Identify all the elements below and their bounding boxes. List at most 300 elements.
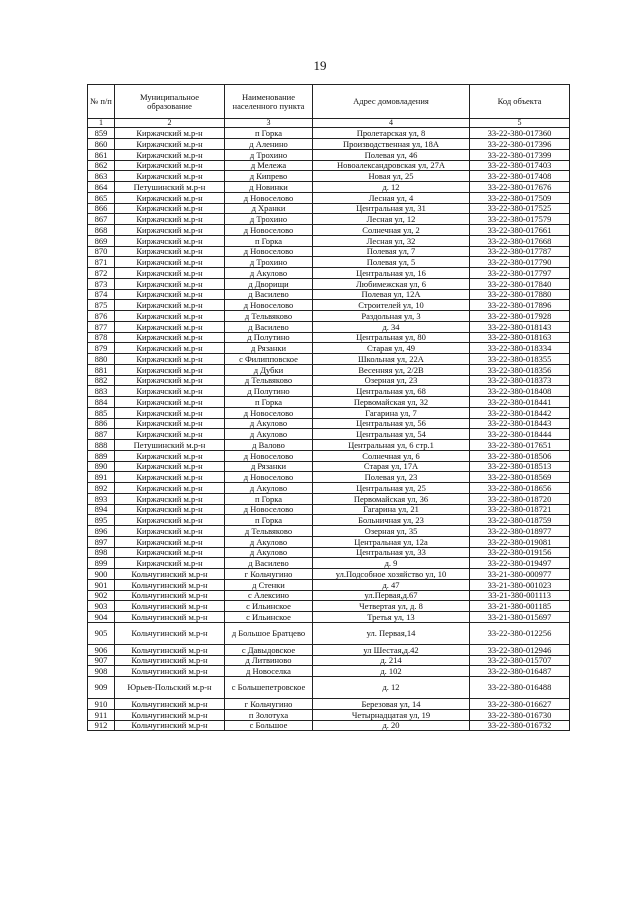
object-code-cell: 33-22-380-017509: [470, 192, 570, 203]
object-code-cell: 33-22-380-012946: [470, 644, 570, 655]
object-code-cell: 33-22-380-018513: [470, 461, 570, 472]
row-number: 877: [88, 321, 115, 332]
municipality-cell: Кольчугинский м.р-н: [115, 699, 225, 710]
address-cell: Центральная ул, 25: [313, 483, 470, 494]
table-row: [88, 677, 570, 699]
table-row: [88, 343, 570, 354]
row-number: 898: [88, 547, 115, 558]
table-row: [88, 579, 570, 590]
row-number: 859: [88, 128, 115, 139]
row-number: 886: [88, 418, 115, 429]
municipality-cell: Киржачский м.р-н: [115, 128, 225, 139]
municipality-cell: Петушинский м.р-н: [115, 182, 225, 193]
table-row: [88, 720, 570, 731]
table-row: [88, 590, 570, 601]
settlement-cell: д Дворищи: [225, 278, 313, 289]
address-cell: Центральная ул, 33: [313, 547, 470, 558]
address-cell: Полевая ул, 23: [313, 472, 470, 483]
object-code-cell: 33-22-380-018356: [470, 364, 570, 375]
table-row: [88, 160, 570, 171]
municipality-cell: Киржачский м.р-н: [115, 386, 225, 397]
address-cell: д. 102: [313, 666, 470, 677]
address-cell: Солнечная ул, 6: [313, 450, 470, 461]
table-row: [88, 149, 570, 160]
row-number: 910: [88, 699, 115, 710]
object-code-cell: 33-22-380-018143: [470, 321, 570, 332]
settlement-cell: д Новоселово: [225, 407, 313, 418]
settlement-cell: д Акулово: [225, 418, 313, 429]
row-number: 897: [88, 536, 115, 547]
object-code-cell: 33-22-380-018721: [470, 504, 570, 515]
table-row: [88, 386, 570, 397]
object-code-cell: 33-22-380-017651: [470, 440, 570, 451]
municipality-cell: Кольчугинский м.р-н: [115, 666, 225, 677]
row-number: 908: [88, 666, 115, 677]
page-number: 19: [313, 58, 327, 73]
object-code-cell: 33-22-380-012256: [470, 622, 570, 644]
settlement-cell: д Новоселово: [225, 504, 313, 515]
settlement-cell: д Тельвяково: [225, 526, 313, 537]
address-cell: Солнечная ул, 2: [313, 225, 470, 236]
header-settlement: Наименование населенного пункта: [225, 85, 313, 119]
address-cell: Новая ул, 25: [313, 171, 470, 182]
municipality-cell: Петушинский м.р-н: [115, 440, 225, 451]
address-cell: д. 214: [313, 655, 470, 666]
object-code-cell: 33-22-380-017525: [470, 203, 570, 214]
object-code-cell: 33-22-380-018444: [470, 429, 570, 440]
address-cell: Больничная ул, 23: [313, 515, 470, 526]
settlement-cell: с Ильинское: [225, 612, 313, 623]
settlement-cell: д Акулово: [225, 536, 313, 547]
row-number: 911: [88, 709, 115, 720]
row-number: 866: [88, 203, 115, 214]
address-cell: Лесная ул, 32: [313, 235, 470, 246]
settlement-cell: д Новоселово: [225, 300, 313, 311]
object-code-cell: 33-21-380-001023: [470, 579, 570, 590]
row-number: 882: [88, 375, 115, 386]
settlement-cell: д Мележа: [225, 160, 313, 171]
settlement-cell: с Ильинское: [225, 601, 313, 612]
object-code-cell: 33-22-380-017676: [470, 182, 570, 193]
table-row: [88, 203, 570, 214]
address-cell: Строителей ул, 10: [313, 300, 470, 311]
row-number: 894: [88, 504, 115, 515]
object-code-cell: 33-22-380-018334: [470, 343, 570, 354]
object-code-cell: 33-22-380-018441: [470, 397, 570, 408]
header-number: № п/п: [88, 85, 115, 119]
settlement-cell: д Полутино: [225, 332, 313, 343]
municipality-cell: Кольчугинский м.р-н: [115, 622, 225, 644]
row-number: 871: [88, 257, 115, 268]
municipality-cell: Кольчугинский м.р-н: [115, 579, 225, 590]
table-row: [88, 569, 570, 580]
address-cell: ул.Первая,д.67: [313, 590, 470, 601]
row-number: 899: [88, 558, 115, 569]
municipality-cell: Кольчугинский м.р-н: [115, 709, 225, 720]
municipality-cell: Киржачский м.р-н: [115, 429, 225, 440]
table-row: [88, 139, 570, 150]
address-cell: Старая ул, 49: [313, 343, 470, 354]
object-code-cell: 33-22-380-017579: [470, 214, 570, 225]
object-code-cell: 33-22-380-016732: [470, 720, 570, 731]
address-cell: ул Шестая,д.42: [313, 644, 470, 655]
address-cell: Центральная ул, 80: [313, 332, 470, 343]
object-code-cell: 33-21-380-001185: [470, 601, 570, 612]
settlement-cell: с Большое: [225, 720, 313, 731]
table-row: [88, 321, 570, 332]
municipality-cell: Киржачский м.р-н: [115, 515, 225, 526]
table-row: [88, 397, 570, 408]
municipality-cell: Киржачский м.р-н: [115, 321, 225, 332]
address-cell: Центральная ул, 56: [313, 418, 470, 429]
object-code-cell: 33-22-380-017797: [470, 268, 570, 279]
row-number: 875: [88, 300, 115, 311]
row-number: 860: [88, 139, 115, 150]
address-cell: Пролетарская ул, 8: [313, 128, 470, 139]
table-row: [88, 332, 570, 343]
settlement-cell: д Акулово: [225, 483, 313, 494]
address-cell: Центральная ул, 16: [313, 268, 470, 279]
object-code-cell: 33-22-380-017840: [470, 278, 570, 289]
municipality-cell: Киржачский м.р-н: [115, 547, 225, 558]
settlement-cell: д Новоселка: [225, 666, 313, 677]
object-code-cell: 33-22-380-018373: [470, 375, 570, 386]
object-code-cell: 33-21-380-000977: [470, 569, 570, 580]
municipality-cell: Киржачский м.р-н: [115, 160, 225, 171]
municipality-cell: Кольчугинский м.р-н: [115, 612, 225, 623]
row-number: 907: [88, 655, 115, 666]
table-row: [88, 644, 570, 655]
object-code-cell: 33-22-380-016730: [470, 709, 570, 720]
municipality-cell: Киржачский м.р-н: [115, 278, 225, 289]
object-code-cell: 33-22-380-018355: [470, 354, 570, 365]
table-row: [88, 440, 570, 451]
municipality-cell: Киржачский м.р-н: [115, 203, 225, 214]
row-number: 904: [88, 612, 115, 623]
municipality-cell: Кольчугинский м.р-н: [115, 720, 225, 731]
municipality-cell: Киржачский м.р-н: [115, 268, 225, 279]
object-code-cell: 33-21-380-001113: [470, 590, 570, 601]
municipality-cell: Кольчугинский м.р-н: [115, 601, 225, 612]
table-row: [88, 504, 570, 515]
table-row: [88, 461, 570, 472]
object-code-cell: 33-22-380-017399: [470, 149, 570, 160]
object-code-cell: 33-22-380-018759: [470, 515, 570, 526]
object-code-cell: 33-22-380-017360: [470, 128, 570, 139]
row-number: 900: [88, 569, 115, 580]
table-row: [88, 257, 570, 268]
municipality-cell: Киржачский м.р-н: [115, 225, 225, 236]
address-cell: Центральная ул, 6 стр.1: [313, 440, 470, 451]
object-code-cell: 33-22-380-017787: [470, 246, 570, 257]
municipality-cell: Киржачский м.р-н: [115, 139, 225, 150]
municipality-cell: Киржачский м.р-н: [115, 397, 225, 408]
address-cell: Центральная ул, 31: [313, 203, 470, 214]
object-code-cell: 33-22-380-017896: [470, 300, 570, 311]
address-cell: д. 47: [313, 579, 470, 590]
row-number: 879: [88, 343, 115, 354]
municipality-cell: Киржачский м.р-н: [115, 418, 225, 429]
table-row: [88, 407, 570, 418]
table-row: [88, 235, 570, 246]
table-row: [88, 354, 570, 365]
municipality-cell: Киржачский м.р-н: [115, 214, 225, 225]
row-number: 903: [88, 601, 115, 612]
table-row: [88, 526, 570, 537]
object-code-cell: 33-22-380-018408: [470, 386, 570, 397]
header-object-code: Код объекта: [470, 85, 570, 119]
object-code-cell: 33-22-380-018163: [470, 332, 570, 343]
address-cell: Полевая ул, 12А: [313, 289, 470, 300]
municipality-cell: Киржачский м.р-н: [115, 461, 225, 472]
municipality-cell: Киржачский м.р-н: [115, 311, 225, 322]
address-cell: д. 12: [313, 182, 470, 193]
column-number: 3: [225, 119, 313, 128]
object-code-cell: 33-22-380-018720: [470, 493, 570, 504]
row-number: 891: [88, 472, 115, 483]
settlement-cell: д Акулово: [225, 429, 313, 440]
row-number: 883: [88, 386, 115, 397]
municipality-cell: Киржачский м.р-н: [115, 407, 225, 418]
settlement-cell: д Литвиново: [225, 655, 313, 666]
table-row: [88, 709, 570, 720]
municipality-cell: Киржачский м.р-н: [115, 450, 225, 461]
table-row: [88, 300, 570, 311]
address-cell: д. 9: [313, 558, 470, 569]
table-row: [88, 192, 570, 203]
settlement-cell: с Давыдовское: [225, 644, 313, 655]
municipality-cell: Кольчугинский м.р-н: [115, 590, 225, 601]
table-row: [88, 536, 570, 547]
table-header: [88, 85, 570, 128]
row-number: 909: [88, 677, 115, 699]
settlement-cell: п Золотуха: [225, 709, 313, 720]
settlement-cell: г Кольчугино: [225, 569, 313, 580]
settlement-cell: д Стенки: [225, 579, 313, 590]
address-cell: Новоалександровская ул, 27А: [313, 160, 470, 171]
table-row: [88, 171, 570, 182]
settlement-cell: д Трохино: [225, 214, 313, 225]
settlement-cell: д Рязанки: [225, 343, 313, 354]
municipality-cell: Киржачский м.р-н: [115, 472, 225, 483]
row-number: 887: [88, 429, 115, 440]
municipality-cell: Киржачский м.р-н: [115, 354, 225, 365]
municipality-cell: Кольчугинский м.р-н: [115, 569, 225, 580]
settlement-cell: д Новоселово: [225, 225, 313, 236]
settlement-cell: д Дубки: [225, 364, 313, 375]
address-cell: Третья ул, 13: [313, 612, 470, 623]
address-cell: Центральная ул, 54: [313, 429, 470, 440]
object-code-cell: 33-22-380-019497: [470, 558, 570, 569]
municipality-cell: Юрьев-Польский м.р-н: [115, 677, 225, 699]
row-number: 906: [88, 644, 115, 655]
object-code-cell: 33-22-380-017790: [470, 257, 570, 268]
table-row: [88, 225, 570, 236]
settlement-cell: д Новоселово: [225, 472, 313, 483]
object-code-cell: 33-22-380-017396: [470, 139, 570, 150]
column-number: 1: [88, 119, 115, 128]
row-number: 864: [88, 182, 115, 193]
table-row: [88, 268, 570, 279]
row-number: 888: [88, 440, 115, 451]
address-cell: Полевая ул, 7: [313, 246, 470, 257]
object-code-cell: 33-22-380-018656: [470, 483, 570, 494]
table-row: [88, 699, 570, 710]
settlement-cell: г Кольчугино: [225, 699, 313, 710]
settlement-cell: д Кипрево: [225, 171, 313, 182]
object-code-cell: 33-22-380-018443: [470, 418, 570, 429]
address-cell: д. 12: [313, 677, 470, 699]
row-number: 896: [88, 526, 115, 537]
table-row: [88, 311, 570, 322]
table-row: [88, 655, 570, 666]
settlement-cell: п Горка: [225, 128, 313, 139]
header-address: Адрес домовладения: [313, 85, 470, 119]
object-code-cell: 33-22-380-018442: [470, 407, 570, 418]
object-code-cell: 33-22-380-015707: [470, 655, 570, 666]
object-code-cell: 33-22-380-017408: [470, 171, 570, 182]
row-number: 881: [88, 364, 115, 375]
address-cell: Старая ул, 17А: [313, 461, 470, 472]
table-row: [88, 515, 570, 526]
settlement-cell: д Новоселово: [225, 246, 313, 257]
municipality-cell: Киржачский м.р-н: [115, 375, 225, 386]
settlement-cell: д Акулово: [225, 268, 313, 279]
row-number: 905: [88, 622, 115, 644]
municipality-cell: Киржачский м.р-н: [115, 300, 225, 311]
row-number: 892: [88, 483, 115, 494]
table-row: [88, 375, 570, 386]
row-number: 884: [88, 397, 115, 408]
municipality-cell: Киржачский м.р-н: [115, 257, 225, 268]
row-number: 912: [88, 720, 115, 731]
settlement-cell: д Новоселово: [225, 450, 313, 461]
settlement-cell: д Валово: [225, 440, 313, 451]
address-cell: ул. Первая,14: [313, 622, 470, 644]
object-code-cell: 33-22-380-017661: [470, 225, 570, 236]
address-cell: Производственная ул, 18А: [313, 139, 470, 150]
municipality-cell: Киржачский м.р-н: [115, 526, 225, 537]
settlement-cell: п Горка: [225, 515, 313, 526]
address-cell: Любимежская ул, 6: [313, 278, 470, 289]
row-number: 870: [88, 246, 115, 257]
row-number: 901: [88, 579, 115, 590]
address-cell: Четвертая ул, д. 8: [313, 601, 470, 612]
row-number: 890: [88, 461, 115, 472]
object-code-cell: 33-22-380-016488: [470, 677, 570, 699]
table-row: [88, 214, 570, 225]
address-cell: Первомайская ул, 36: [313, 493, 470, 504]
address-cell: Раздольная ул, 3: [313, 311, 470, 322]
settlement-cell: д Рязанки: [225, 461, 313, 472]
row-number: 865: [88, 192, 115, 203]
municipality-cell: Киржачский м.р-н: [115, 493, 225, 504]
address-cell: Гагарина ул, 7: [313, 407, 470, 418]
table-row: [88, 558, 570, 569]
settlement-cell: п Горка: [225, 397, 313, 408]
settlement-cell: с Филипповское: [225, 354, 313, 365]
row-number: 873: [88, 278, 115, 289]
object-code-cell: 33-22-380-018506: [470, 450, 570, 461]
table-row: [88, 601, 570, 612]
address-cell: Лесная ул, 4: [313, 192, 470, 203]
municipality-cell: Киржачский м.р-н: [115, 289, 225, 300]
table-row: [88, 472, 570, 483]
table-row: [88, 622, 570, 644]
row-number: 862: [88, 160, 115, 171]
column-number: 4: [313, 119, 470, 128]
municipality-cell: Киржачский м.р-н: [115, 483, 225, 494]
municipality-cell: Киржачский м.р-н: [115, 332, 225, 343]
address-cell: Озерная ул, 23: [313, 375, 470, 386]
settlement-cell: д Хранки: [225, 203, 313, 214]
table-row: [88, 278, 570, 289]
households-table: [87, 84, 570, 731]
municipality-cell: Киржачский м.р-н: [115, 149, 225, 160]
table-row: [88, 429, 570, 440]
table-row: [88, 547, 570, 558]
address-cell: Березовая ул, 14: [313, 699, 470, 710]
address-cell: Школьная ул, 22А: [313, 354, 470, 365]
table-row: [88, 483, 570, 494]
address-cell: ул.Подсобное хозяйство ул, 10: [313, 569, 470, 580]
row-number: 889: [88, 450, 115, 461]
settlement-cell: д Василево: [225, 289, 313, 300]
settlement-cell: п Горка: [225, 235, 313, 246]
address-cell: Лесная ул, 12: [313, 214, 470, 225]
header-municipality: Муниципальное образование: [115, 85, 225, 119]
table-row: [88, 364, 570, 375]
address-cell: д. 20: [313, 720, 470, 731]
municipality-cell: Киржачский м.р-н: [115, 235, 225, 246]
row-number: 880: [88, 354, 115, 365]
settlement-cell: д Полутино: [225, 386, 313, 397]
object-code-cell: 33-22-380-018977: [470, 526, 570, 537]
municipality-cell: Киржачский м.р-н: [115, 504, 225, 515]
column-number-row: [88, 119, 570, 128]
settlement-cell: с Большепетровское: [225, 677, 313, 699]
municipality-cell: Киржачский м.р-н: [115, 192, 225, 203]
object-code-cell: 33-22-380-019081: [470, 536, 570, 547]
row-number: 869: [88, 235, 115, 246]
object-code-cell: 33-22-380-017668: [470, 235, 570, 246]
row-number: 868: [88, 225, 115, 236]
settlement-cell: д Аленино: [225, 139, 313, 150]
settlement-cell: д Тельвяково: [225, 375, 313, 386]
table-row: [88, 128, 570, 139]
table-row: [88, 418, 570, 429]
row-number: 902: [88, 590, 115, 601]
column-number: 5: [470, 119, 570, 128]
municipality-cell: Киржачский м.р-н: [115, 171, 225, 182]
municipality-cell: Киржачский м.р-н: [115, 364, 225, 375]
row-number: 876: [88, 311, 115, 322]
column-number: 2: [115, 119, 225, 128]
municipality-cell: Кольчугинский м.р-н: [115, 655, 225, 666]
address-cell: Первомайская ул, 32: [313, 397, 470, 408]
row-number: 893: [88, 493, 115, 504]
header-row: [88, 85, 570, 119]
object-code-cell: 33-22-380-016487: [470, 666, 570, 677]
address-cell: Центральная ул, 12а: [313, 536, 470, 547]
settlement-cell: д Тельвяково: [225, 311, 313, 322]
municipality-cell: Киржачский м.р-н: [115, 246, 225, 257]
table-row: [88, 182, 570, 193]
object-code-cell: 33-22-380-017880: [470, 289, 570, 300]
settlement-cell: с Алексино: [225, 590, 313, 601]
settlement-cell: д Новинки: [225, 182, 313, 193]
row-number: 874: [88, 289, 115, 300]
